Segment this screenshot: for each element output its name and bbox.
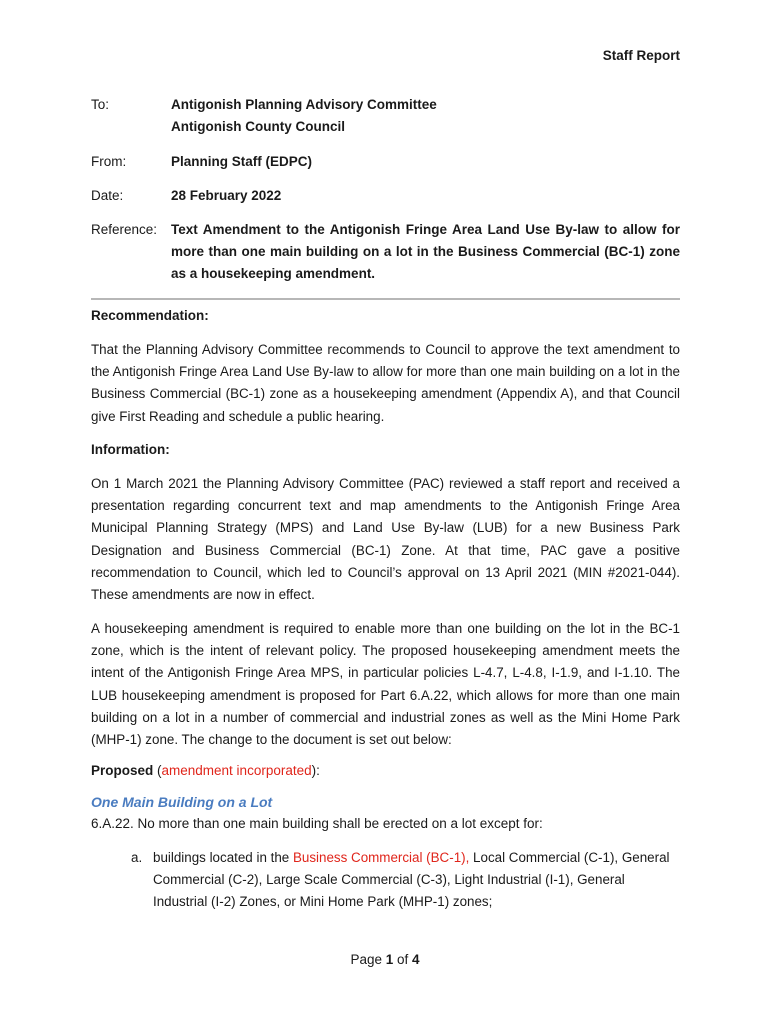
item-marker: a. [131, 850, 143, 865]
proposed-label: Proposed [91, 763, 154, 778]
information-paragraph-1: On 1 March 2021 the Planning Advisory Committee (PAC) reviewed a staff report and received a presentation regarding concurrent text and map amendments to the Antigonish Fringe Area Municipal Planning Strategy (MPS) and Land Use By-law (LUB) for a new Business Park Designation and Business Commercial (BC-1) Zone. At that time, PAC gave a positive recommendation to Council, which led to Council’s approval on 13 April 2021 (MIN #2021-044). These amendments are now in effect. [91, 476, 680, 603]
item-text-pre: buildings located in the [153, 850, 293, 865]
from-value: Planning Staff (EDPC) [171, 154, 312, 169]
date-label: Date: [91, 188, 124, 203]
section-divider [91, 298, 680, 300]
bylaw-subheading: One Main Building on a Lot [91, 794, 273, 810]
bylaw-item-a [131, 847, 680, 914]
item-text-highlight: Business Commercial (BC-1), [292, 850, 470, 865]
proposed-note: amendment incorporated [161, 763, 312, 778]
page-current: 1 [385, 952, 394, 967]
to-recipient-1: Antigonish Planning Advisory Committee [171, 97, 437, 112]
item-text-post: Local Commercial (C-1), General Commercial (C-2), Large Scale Commercial (C-3), Light Industrial (I-1), General Industrial (I-2) Zones, or Mini Home Park (MHP-1) zones; [153, 850, 670, 910]
from-label: From: [91, 154, 127, 169]
report-title: Staff Report [602, 48, 680, 63]
reference-label: Reference: [91, 222, 158, 237]
to-recipient-2: Antigonish County Council [171, 119, 345, 134]
recommendation-heading: Recommendation: [91, 308, 209, 323]
proposed-open-paren: ( [153, 763, 162, 778]
item-text [153, 847, 680, 914]
proposed-close-paren: ): [311, 763, 320, 778]
page-word: Page [350, 952, 382, 967]
information-heading: Information: [91, 442, 170, 457]
proposed-line [91, 763, 320, 778]
bylaw-clause: 6.A.22. No more than one main building shall be erected on a lot except for: [91, 816, 543, 831]
page-footer [0, 952, 770, 967]
to-label: To: [91, 97, 110, 112]
date-value: 28 February 2022 [171, 188, 282, 203]
of-word: of [397, 952, 409, 967]
page-total: 4 [412, 952, 420, 967]
information-paragraph-2: A housekeeping amendment is required to enable more than one building on the lot in the BC-1 zone, which is the intent of relevant policy. The proposed housekeeping amendment meets the intent of the Antigonish Fringe Area MPS, in particular policies L-4.7, L-4.8, I-1.9, and I-1.10. The LUB housekeeping amendment is proposed for Part 6.A.22, which allows for more than one main building on a lot in a number of commercial and industrial zones as well as the Mini Home Park (MHP-1) zone. The change to the document is set out below: [91, 621, 680, 748]
recommendation-text: That the Planning Advisory Committee recommends to Council to approve the text amendment to the Antigonish Fringe Area Land Use By-law to allow for more than one main building on a lot in the Business Commercial (BC-1) zone as a housekeeping amendment (Appendix A), and that Council give First Reading and schedule a public hearing. [91, 342, 680, 424]
reference-value: Text Amendment to the Antigonish Fringe Area Land Use By-law to allow for more than one main building on a lot in the Business Commercial (BC-1) zone as a housekeeping amendment. [171, 222, 680, 281]
